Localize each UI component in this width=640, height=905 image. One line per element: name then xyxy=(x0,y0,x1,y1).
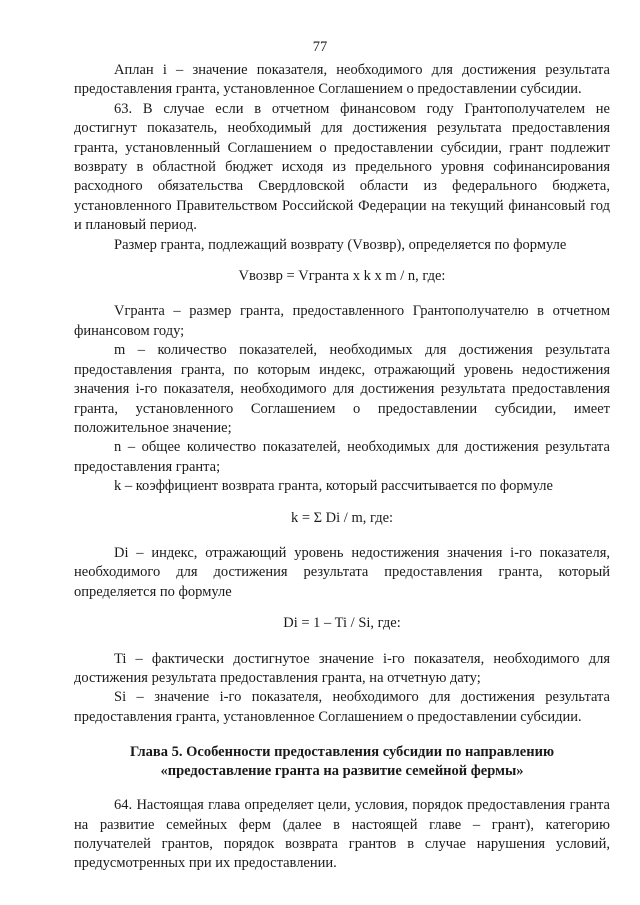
paragraph-di-definition: Di – индекс, отражающий уровень недостижения значения i-го показателя, необходимого для достижения результата предоставления гранта, который определяется по формуле xyxy=(74,544,610,600)
paragraph-item-64: 64. Настоящая глава определяет цели, условия, порядок предоставления гранта на развитие семейных ферм (далее в настоящей главе – грант), категорию получателей грантов, порядок возврата грантов в случае нарушения условий, предусмотренных при их предоставлении. xyxy=(74,797,610,872)
paragraph-refund-size-intro: Размер гранта, подлежащий возврату (Vвозвр), определяется по формуле xyxy=(114,236,567,253)
formula-di: Di = 1 – Ti / Si, где: xyxy=(283,615,401,632)
formula-k: k = Σ Di / m, где: xyxy=(290,509,394,526)
document-body xyxy=(74,61,610,874)
page-number: 77 xyxy=(312,39,328,55)
paragraph-vgranta-definition: Vгранта – размер гранта, предоставленного Грантополучателю в отчетном финансовом году; xyxy=(74,303,610,339)
paragraph-aplan-definition: Аплан i – значение показателя, необходимого для достижения результата предоставления гранта, установленное Соглашением о предоставлении субсидии. xyxy=(74,62,610,98)
paragraph-item-63: 63. В случае если в отчетном финансовом году Грантополучателем не достигнут показатель, необходимый для достижения результата предоставления гранта, установленный Соглашением о предоставлении субсидии, грант подлежит возврату в областной бюджет исходя из предельного уровня софинансирования расходного обязательства Свердловской области из федерального бюджета, установленного Правительством Российской Федерации на текущий финансовый год и плановый период. xyxy=(74,100,610,234)
paragraph-m-definition: m – количество показателей, необходимых для достижения результата предоставления гранта, по которым индекс, отражающий уровень недостижения значения i-го показателя, необходимого для достижения результата предоставления гранта, установленного Соглашением о предоставлении субсидии, имеет положительное значение; xyxy=(74,342,610,436)
formula-refund: Vвозвр = Vгранта x k x m / n, где: xyxy=(238,268,446,285)
chapter-heading xyxy=(74,743,610,781)
chapter-heading-line-1: Глава 5. Особенности предоставления субсидии по направлению xyxy=(129,744,555,761)
paragraph-k-definition: k – коэффициент возврата гранта, который рассчитывается по формуле xyxy=(114,478,553,495)
paragraph-si-definition: Si – значение i-го показателя, необходимого для достижения результата предоставления гранта, установленное Соглашением о предоставлении субсидии. xyxy=(74,689,610,725)
paragraph-ti-definition: Ti – фактически достигнутое значение i-го показателя, необходимого для достижения результата предоставления гранта, на отчетную дату; xyxy=(74,650,610,686)
chapter-heading-line-2: «предоставление гранта на развитие семейной фермы» xyxy=(160,763,524,780)
paragraph-n-definition: n – общее количество показателей, необходимых для достижения результата предоставления гранта; xyxy=(74,439,610,475)
